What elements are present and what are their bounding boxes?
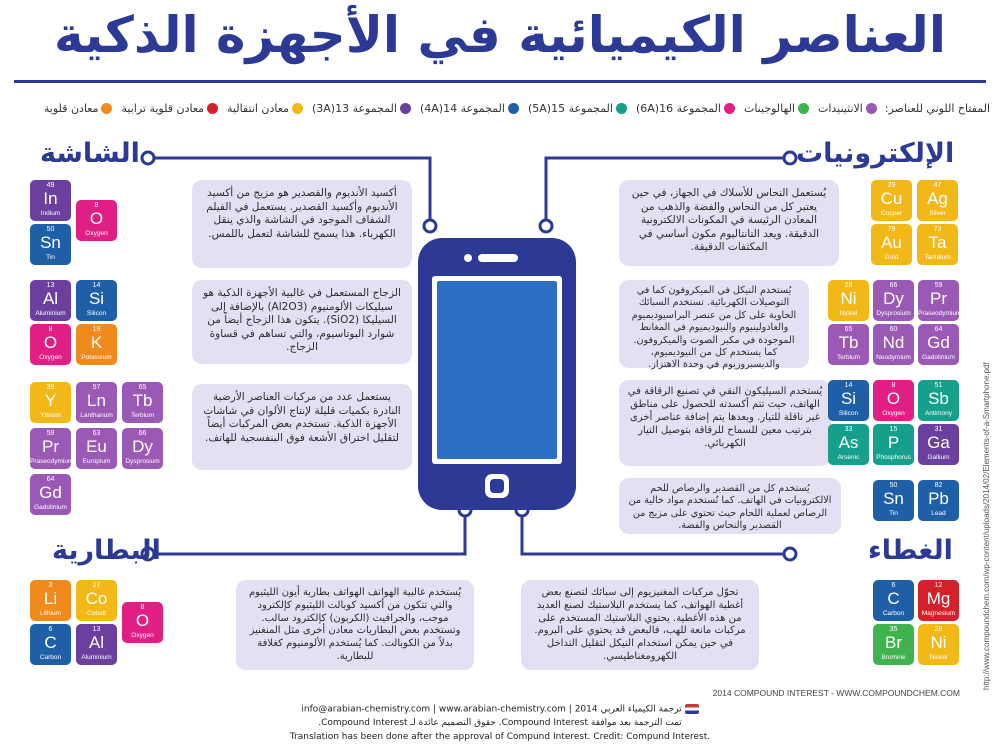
element-tile: [918, 380, 959, 421]
element-tile: [76, 382, 117, 423]
footer-translation-line: [190, 704, 810, 715]
element-tile: [76, 580, 117, 621]
element-name: Carbon: [882, 610, 905, 617]
atomic-number: 73: [933, 226, 942, 233]
element-tile: [917, 180, 958, 221]
atomic-number: 63: [92, 430, 101, 437]
element-name: Dysprosium: [876, 310, 911, 317]
element-tile: [76, 428, 117, 469]
element-symbol: O: [135, 611, 150, 630]
element-tile: [873, 380, 914, 421]
atomic-number: 3: [48, 582, 53, 589]
element-symbol: Tb: [838, 333, 859, 352]
element-tile: [918, 424, 959, 465]
element-name: Praseodymium: [30, 458, 74, 465]
connector-dot: [784, 548, 796, 560]
page-title: العناصر الكيميائية في الأجهزة الذكية: [54, 6, 946, 64]
element-name: Copper: [880, 210, 903, 217]
atomic-number: 66: [138, 430, 147, 437]
element-symbol: Ln: [87, 391, 106, 410]
element-tile: [917, 224, 958, 265]
element-tile: [30, 474, 71, 515]
element-symbol: O: [886, 389, 901, 408]
atomic-number: 65: [844, 326, 853, 333]
atomic-number: 59: [46, 430, 55, 437]
atomic-number: 50: [46, 226, 55, 233]
element-tile: [873, 624, 914, 665]
atomic-number: 79: [887, 226, 896, 233]
element-symbol: Mg: [926, 589, 951, 608]
element-name: Antimony: [924, 410, 953, 417]
element-symbol: C: [44, 633, 57, 652]
element-tile: [873, 280, 914, 321]
atomic-number: 33: [844, 426, 853, 433]
element-name: Silicon: [86, 310, 107, 317]
element-name: Aluminium: [35, 310, 66, 317]
element-name: Lead: [931, 510, 946, 517]
element-tile: [122, 602, 163, 643]
element-symbol: Al: [42, 289, 59, 308]
phone-home-button-inner: [490, 479, 504, 493]
phone-camera: [464, 254, 472, 262]
atomic-number: 14: [844, 382, 853, 389]
element-tile: [871, 224, 912, 265]
element-tile: [76, 280, 117, 321]
atomic-number: 31: [934, 426, 943, 433]
element-name: Silver: [929, 210, 946, 217]
element-tile: [828, 424, 869, 465]
element-name: Gadolinium: [922, 354, 955, 361]
legend-label: المجموعة 14(4A): [419, 102, 505, 115]
element-symbol: K: [90, 333, 103, 352]
element-tile: [122, 428, 163, 469]
legend-label: معادن قلوية ترابية: [121, 102, 205, 115]
element-symbol: Au: [881, 233, 902, 252]
atomic-number: 15: [889, 426, 898, 433]
element-symbol: Li: [43, 589, 58, 608]
atomic-number: 35: [889, 626, 898, 633]
element-name: Terbium: [836, 354, 861, 361]
element-symbol: Eu: [86, 437, 107, 456]
atomic-number: 65: [138, 384, 147, 391]
atomic-number: 13: [46, 282, 55, 289]
description-electronics-1: يُستعمل النحاس للأسلاك في الجهاز، في حين يعتبر كل من النحاس والفضة والذهب من المعادن الرئيسة في المكونات الالكترونية الدقيقة. ويعد التانتاليوم مكون أساسي في المكثفات الدقيقة.: [619, 180, 839, 266]
element-tile: [918, 580, 959, 621]
atomic-number: 12: [934, 582, 943, 589]
element-name: Potassium: [81, 354, 112, 361]
description-screen-2: الزجاج المستعمل في غالبية الأجهزة الذكية هو سيليكات الألومنيوم (Al2O3) بالإضافة إلى السيليكا (SiO2). يتكون هذا الزجاج أيضاً من شوارد البوتاسيوم، والتي تساهم في قساوة الزجاج.: [192, 280, 412, 364]
element-symbol: O: [89, 209, 104, 228]
element-tile: [76, 624, 117, 665]
element-symbol: Si: [840, 389, 857, 408]
element-tile: [30, 382, 71, 423]
element-name: Dysprosium: [125, 458, 160, 465]
element-tile: [828, 324, 869, 365]
element-tile: [76, 324, 117, 365]
phone-speaker: [478, 254, 518, 262]
atomic-number: 51: [934, 382, 943, 389]
atomic-number: 6: [891, 582, 896, 589]
element-name: Tin: [46, 254, 55, 261]
atomic-number: 14: [92, 282, 101, 289]
legend-label: الهالوجينات: [743, 102, 795, 115]
element-symbol: Cu: [880, 189, 903, 208]
legend-label: معادن انتقالية: [227, 102, 289, 115]
element-name: Nickel: [929, 654, 948, 661]
element-name: Europium: [82, 458, 111, 465]
element-symbol: Pr: [42, 437, 59, 456]
legend-label: المجموعة 13(3A): [311, 102, 397, 115]
element-name: Arsenic: [837, 454, 860, 461]
element-symbol: Pr: [930, 289, 947, 308]
section-battery: البطارية: [52, 535, 161, 566]
element-symbol: Sn: [883, 489, 904, 508]
compound-interest-credit: 2014 COMPOUND INTEREST - WWW.COMPOUNDCHEM.COM: [712, 688, 960, 698]
atomic-number: 28: [844, 282, 853, 289]
element-symbol: Dy: [883, 289, 904, 308]
atomic-number: 39: [46, 384, 55, 391]
element-name: Oxygen: [882, 410, 905, 417]
element-name: Lanthanum: [80, 412, 113, 419]
element-symbol: Ni: [930, 633, 947, 652]
atomic-number: 13: [92, 626, 101, 633]
atomic-number: 64: [934, 326, 943, 333]
atomic-number: 50: [889, 482, 898, 489]
element-tile: [30, 224, 71, 265]
element-name: Carbon: [39, 654, 62, 661]
element-name: Lithium: [40, 610, 61, 617]
element-name: Gold: [884, 254, 899, 261]
element-tile: [30, 428, 74, 469]
description-screen-3: يستعمل عدد من مركبات العناصر الأرضية النادرة بكميات قليلة لإنتاج الألوان في شاشات الأجهزة الذكية. تستخدم بعض المركبات أيضاً لتقليل اختراق الأشعة فوق البنفسجية للهاتف.: [192, 384, 412, 470]
footer-line-1: ترجمة الكيمياء العربي 2014 | info@arabian-chemistry.com | www.arabian-chemistry.com: [301, 704, 682, 715]
element-name: Neodymium: [876, 354, 911, 361]
flag-icon: [685, 704, 699, 714]
description-casing: تحوّل مركبات المغنيزيوم إلى سبائك لتصنع بعض أغطية الهواتف، كما يستخدم البلاستيك لصنع العديد من هذه الأغطية. يحتوي البلاستيك المستخدم على مركبات مانعة للهب، فالبعض قد يحتوي على البروم. في حين يمكن استخدام النيكل لتقليل التداخل الكهرومغناطيسي.: [521, 580, 759, 670]
atomic-number: 8: [891, 382, 896, 389]
side-source-url: [982, 300, 996, 690]
element-name: Cobalt: [87, 610, 106, 617]
atomic-number: 47: [933, 182, 942, 189]
element-tile: [871, 180, 912, 221]
element-symbol: Ga: [927, 433, 950, 452]
element-symbol: Sb: [928, 389, 949, 408]
element-name: Tin: [889, 510, 898, 517]
element-symbol: In: [43, 189, 58, 208]
element-tile: [30, 624, 71, 665]
atomic-number: 60: [889, 326, 898, 333]
element-tile: [30, 324, 71, 365]
element-name: Aluminium: [81, 654, 112, 661]
element-name: Gadolinium: [34, 504, 67, 511]
element-tile: [873, 580, 914, 621]
element-tile: [30, 180, 71, 221]
element-symbol: C: [887, 589, 900, 608]
element-symbol: Dy: [132, 437, 153, 456]
element-symbol: Tb: [132, 391, 153, 410]
element-symbol: P: [887, 433, 900, 452]
section-casing: الغطاء: [868, 535, 953, 566]
legend-label: معادن قلوية: [43, 102, 99, 115]
element-symbol: As: [838, 433, 859, 452]
element-symbol: Ta: [928, 233, 947, 252]
atomic-number: 8: [94, 202, 99, 209]
atomic-number: 27: [92, 582, 101, 589]
atomic-number: 28: [934, 626, 943, 633]
atomic-number: 57: [92, 384, 101, 391]
element-name: Nickel: [839, 310, 858, 317]
connector-dot: [784, 152, 796, 164]
atomic-number: 59: [934, 282, 943, 289]
atomic-number: 8: [48, 326, 53, 333]
element-symbol: Y: [44, 391, 57, 410]
element-symbol: Ni: [840, 289, 857, 308]
element-name: Terbium: [130, 412, 155, 419]
element-name: Gallium: [927, 454, 950, 461]
element-name: Phosphorus: [876, 454, 911, 461]
element-tile: [828, 280, 869, 321]
element-tile: [873, 480, 914, 521]
element-name: Silicon: [838, 410, 859, 417]
element-symbol: O: [43, 333, 58, 352]
footer-approval-ar: تمت الترجمة بعد موافقة Compound Interest. حقوق التصميم عائدة لـ Compound Interest.: [318, 718, 682, 728]
atomic-number: 66: [889, 282, 898, 289]
element-symbol: Gd: [39, 483, 62, 502]
description-electronics-4: يُستخدم كل من القصدير والرصاص للحم الالكترونيات في الهاتف. كما تُستخدم مواد خالية من الرصاص لعملية اللحام حيث تحتوي على مزيج من القصدير والنحاس والفضة.: [619, 478, 841, 534]
element-symbol: Br: [885, 633, 902, 652]
element-symbol: Co: [85, 589, 108, 608]
description-battery: يُستخدم غالبية الهواتف الهواتف بطارية أيون الليثيوم والتي تتكون من أكسيد كوبالت الليثيوم كإلكترود موجب، والجرافيت (الكربون) كإلكترود سالب. وتستخدم بعض البطاريات معادن أخرى مثل المنغنيز بدلاً من الكوبالت. كما يُستخدم الألومنيوم كغلافة للبطارية.: [236, 580, 474, 670]
legend-title: المفتاح اللوني للعناصر:: [884, 102, 990, 115]
element-tile: [918, 624, 959, 665]
element-symbol: Nd: [882, 333, 905, 352]
footer-approval-en: Translation has been done after the approval of Compund Interest. Credit: Compund Interest.: [289, 732, 711, 742]
element-tile: [122, 382, 163, 423]
element-tile: [828, 380, 869, 421]
legend-label: المجموعة 16(6A): [635, 102, 721, 115]
atomic-number: 82: [934, 482, 943, 489]
element-symbol: Al: [88, 633, 105, 652]
section-screen: الشاشة: [40, 138, 140, 169]
phone-screen-inner: [437, 281, 557, 459]
atomic-number: 8: [140, 604, 145, 611]
element-name: Praseodymium: [918, 310, 962, 317]
connector-dot: [142, 152, 154, 164]
connector-dot: [424, 220, 436, 232]
element-name: Oxygen: [39, 354, 62, 361]
element-name: Yttrium: [40, 412, 61, 419]
connector-line: [148, 510, 465, 554]
legend-label: الانثينيدات: [817, 102, 863, 115]
element-name: Indium: [40, 210, 61, 217]
atomic-number: 64: [46, 476, 55, 483]
element-symbol: Si: [88, 289, 105, 308]
element-tile: [30, 580, 71, 621]
element-tile: [918, 280, 962, 321]
element-tile: [873, 424, 914, 465]
element-tile: [76, 200, 117, 241]
atomic-number: 19: [92, 326, 101, 333]
atomic-number: 6: [48, 626, 53, 633]
element-symbol: Ag: [927, 189, 948, 208]
element-symbol: Pb: [928, 489, 949, 508]
element-tile: [918, 324, 959, 365]
description-electronics-3: يُستخدم السيليكون النقي في تصنيع الرقاقة في الهاتف، حيث تتم أكسدته للحصول على مناطق غير ناقلة للتيار. وبعدها يتم إضافة عناصر أخرى بترتيب معين للسماح للرقاقة بتوصيل التيار الكهربائي.: [619, 380, 831, 466]
atomic-number: 29: [887, 182, 896, 189]
element-name: Magnesium: [921, 610, 956, 617]
legend-label: المجموعة 15(5A): [527, 102, 613, 115]
element-name: Oxygen: [85, 230, 108, 237]
description-electronics-2: يُستخدم النيكل في الميكروفون كما في التوصيلات الكهربائية. تستخدم السبائك الحاوية على كل من عنصر البراسيوديميوم والغادولينيوم والنيوديميوم في المغانط الموجودة في مكبر الصوت والميكروفون. كما يستخدم كل من النيوديميوم، والديسبروزيوم في وحدة الاهتزاز.: [619, 280, 809, 368]
atomic-number: 49: [46, 182, 55, 189]
element-name: Bromine: [881, 654, 906, 661]
description-screen-1: أكسيد الأنديوم والقصدير هو مزيج من أكسيد الأنديوم وأكسيد القصدير. يستعمل في الفيلم الشفاف الموجود في الشاشة والذي ينقل الكهرباء. هذا يسمح للشاشة لتعمل باللمس.: [192, 180, 412, 268]
element-symbol: Sn: [40, 233, 61, 252]
element-symbol: Gd: [927, 333, 950, 352]
element-tile: [918, 480, 959, 521]
source-url-text: http://www.compoundchem.com/wp-content/uploads/2014/02/Elements-of-a-Smartphone.pdf: [982, 362, 991, 690]
element-tile: [30, 280, 71, 321]
element-name: Tantalum: [924, 254, 951, 261]
element-name: Oxygen: [131, 632, 154, 639]
connector-dot: [540, 220, 552, 232]
element-tile: [873, 324, 914, 365]
section-electronics: الإلكترونيات: [796, 138, 955, 169]
